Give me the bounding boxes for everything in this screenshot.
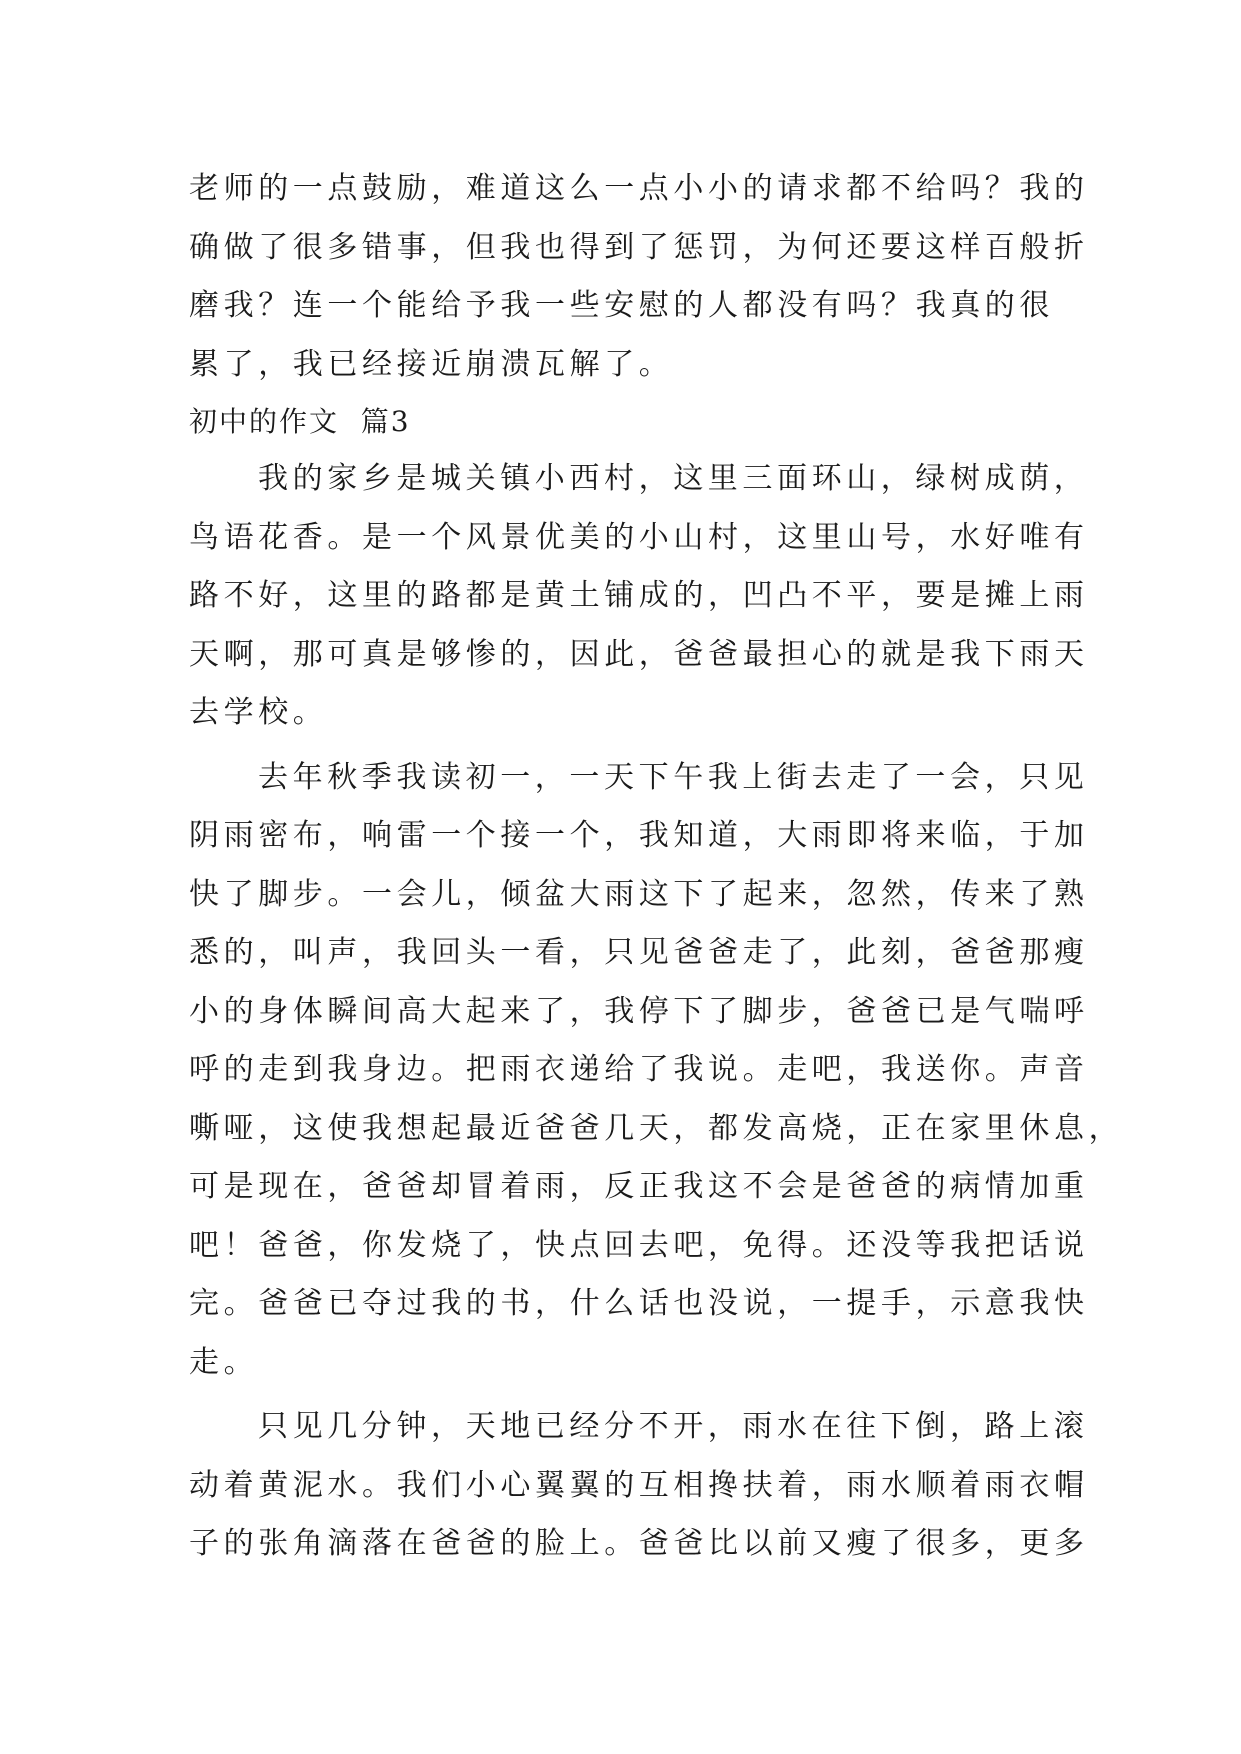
text-line: 鸟语花香。是一个风景优美的小山村，这里山号，水好唯有 — [189, 519, 1089, 555]
text-line: 动着黄泥水。我们小心翼翼的互相搀扶着，雨水顺着雨衣帽 — [189, 1467, 1089, 1503]
text-line: 走。 — [189, 1344, 259, 1380]
text-line: 完。爸爸已夺过我的书，什么话也没说，一提手，示意我快 — [189, 1286, 1089, 1321]
text-line: 磨我？连一个能给予我一些安慰的人都没有吗？我真的很 — [189, 288, 1054, 323]
text-line: 老师的一点鼓励，难道这么一点小小的请求都不给吗？我的 — [189, 171, 1089, 206]
text-line: 子的张角滴落在爸爸的脸上。爸爸比以前又瘦了很多，更多 — [189, 1526, 1089, 1561]
text-line: 去学校。 — [189, 695, 328, 730]
text-line: 可是现在，爸爸却冒着雨，反正我这不会是爸爸的病情加重 — [189, 1169, 1089, 1204]
text-line: 只见几分钟，天地已经分不开，雨水在往下倒，路上滚 — [258, 1409, 1089, 1444]
paragraph-2 — [189, 749, 1124, 1393]
document-body — [189, 160, 1124, 1574]
text-line: 累了，我已经接近崩溃瓦解了。 — [189, 346, 674, 382]
paragraph-3 — [189, 1398, 1089, 1574]
text-line: 去年秋季我读初一，一天下午我上街去走了一会，只见 — [258, 759, 1089, 795]
text-line: 我的家乡是城关镇小西村，这里三面环山，绿树成荫， — [258, 461, 1089, 496]
text-line: 快了脚步。一会儿，倾盆大雨这下了起来，忽然，传来了熟 — [189, 876, 1089, 912]
section-heading: 初中的作文 篇3 — [189, 405, 411, 438]
text-line: 吧！爸爸，你发烧了，快点回去吧，免得。还没等我把话说 — [189, 1227, 1089, 1263]
text-line: 天啊，那可真是够惨的，因此，爸爸最担心的就是我下雨天 — [189, 636, 1089, 672]
text-line: 嘶哑，这使我想起最近爸爸几天，都发高烧，正在家里休息， — [189, 1110, 1124, 1146]
text-line: 小的身体瞬间高大起来了，我停下了脚步，爸爸已是气喘呼 — [189, 993, 1089, 1029]
continuation-paragraph — [189, 160, 1089, 394]
text-line: 确做了很多错事，但我也得到了惩罚，为何还要这样百般折 — [189, 229, 1089, 265]
text-line: 阴雨密布，响雷一个接一个，我知道，大雨即将来临，于加 — [189, 818, 1089, 853]
text-line: 悉的，叫声，我回头一看，只见爸爸走了，此刻，爸爸那瘦 — [189, 935, 1089, 970]
text-line: 呼的走到我身边。把雨衣递给了我说。走吧，我送你。声音 — [189, 1052, 1089, 1087]
paragraph-1 — [189, 450, 1089, 743]
text-line: 路不好，这里的路都是黄土铺成的，凹凸不平，要是摊上雨 — [189, 578, 1089, 613]
